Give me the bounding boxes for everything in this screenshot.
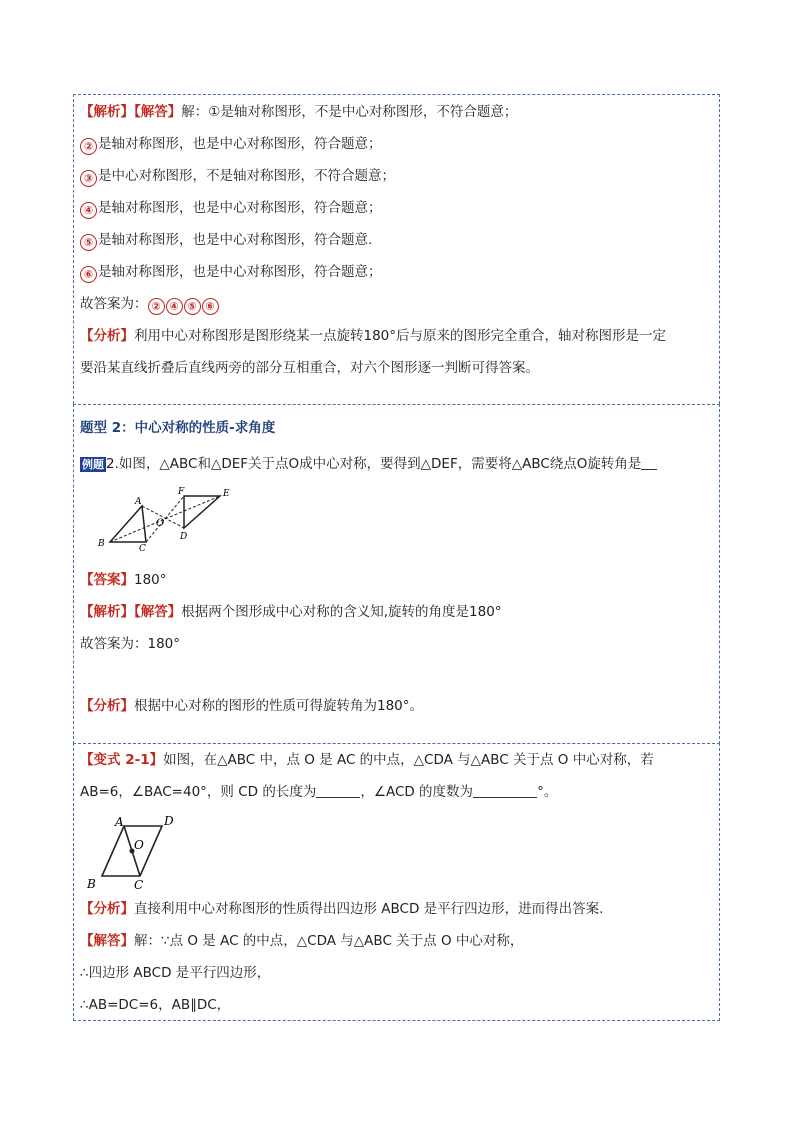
label-d: D <box>164 814 174 828</box>
answer-value: 180° <box>134 572 167 588</box>
analysis-label: 【分析】 <box>80 901 134 917</box>
section3-analysis <box>80 900 603 918</box>
section2-analysis <box>80 697 423 715</box>
variant-label: 【变式 2-1】 <box>80 752 164 768</box>
figure-two-triangles <box>92 484 238 554</box>
section1-item-6 <box>80 263 382 283</box>
solution-label: 【解析】【解答】 <box>80 104 182 120</box>
answer-label: 【答案】 <box>80 572 134 588</box>
analysis-text: 利用中心对称图形是图形绕某一点旋转180°后与原来的图形完全重合，轴对称图形是一定 <box>134 328 667 344</box>
answer-blank <box>641 457 657 470</box>
answer-prefix: 故答案为： <box>80 296 148 312</box>
triangle-abc <box>110 506 146 542</box>
label-o: O <box>156 518 165 529</box>
item-text: 是轴对称图形，也是中心对称图形，符合题意； <box>98 264 382 280</box>
section1-item-2 <box>80 135 382 155</box>
example-tag: 例题 <box>82 458 104 471</box>
label-o: O <box>134 838 144 852</box>
section1-item-4 <box>80 199 382 219</box>
solution-text: 根据两个图形成中心对称的含义知,旋转的角度是180° <box>181 604 502 620</box>
analysis-label: 【分析】 <box>80 328 134 344</box>
segment-be <box>110 496 220 542</box>
item-text: 是中心对称图形，不是轴对称图形，不符合题意； <box>98 168 395 184</box>
section1-item-3 <box>80 167 395 187</box>
label-c: C <box>139 544 146 554</box>
question-text: 2.如图，△ABC和△DEF关于点O成中心对称，要得到△DEF，需要将△ABC绕点O旋转角是 <box>106 456 642 472</box>
section2-conclusion: 故答案为：180° <box>80 636 181 652</box>
section2-title: 题型 2：中心对称的性质-求角度 <box>80 420 276 436</box>
label-f: F <box>178 487 185 497</box>
circled-number: ② <box>80 138 97 155</box>
section1-item-5 <box>80 231 372 251</box>
circled-number: ⑥ <box>80 266 97 283</box>
item-text: 是轴对称图形，也是中心对称图形，符合题意； <box>98 136 382 152</box>
answer-number: ⑤ <box>184 298 201 315</box>
circled-number: ⑤ <box>80 234 97 251</box>
section2-solution <box>80 603 502 621</box>
answer-number: ④ <box>166 298 183 315</box>
segment-cf <box>146 496 184 542</box>
label-a: A <box>135 497 142 507</box>
section3-solution <box>80 932 523 950</box>
section1-line1 <box>80 103 517 121</box>
answer-number: ② <box>148 298 165 315</box>
analysis-text: 要沿某直线折叠后直线两旁的部分互相重合，对六个图形逐一判断可得答案。 <box>80 360 539 376</box>
label-a: A <box>115 815 124 829</box>
item-text: 是轴对称图形，也是中心对称图形，符合题意； <box>98 200 382 216</box>
section2-answer <box>80 571 167 589</box>
item-text: 是轴对称图形，也是中心对称图形，符合题意. <box>98 232 373 248</box>
answer-blank-cd <box>316 785 360 798</box>
question-text: ，∠ACD 的度数为 <box>360 784 474 800</box>
label-d: D <box>180 532 188 542</box>
solution-text: 解：∵点 O 是 AC 的中点，△CDA 与△ABC 关于点 O 中心对称， <box>134 933 524 949</box>
section3-step2: ∴AB=DC=6，AB∥DC， <box>80 997 231 1013</box>
answer-blank-acd <box>473 785 537 798</box>
analysis-text: 直接利用中心对称图形的性质得出四边形 ABCD 是平行四边形，进而得出答案. <box>134 901 604 917</box>
label-c: C <box>134 878 144 892</box>
triangle-def <box>184 496 220 528</box>
analysis-text: 根据中心对称的图形的性质可得旋转角为180°。 <box>134 698 424 714</box>
question-text: AB=6，∠BAC=40°，则 CD 的长度为 <box>80 784 317 800</box>
section1-answer <box>80 295 220 315</box>
section1-analysis-line2 <box>80 359 539 377</box>
section3-question-line2 <box>80 783 557 801</box>
solution-label: 【解析】【解答】 <box>80 604 182 620</box>
section3-question-line1 <box>80 751 654 769</box>
solution-text: 解：①是轴对称图形，不是中心对称图形，不符合题意； <box>181 104 518 120</box>
answer-number: ⑥ <box>202 298 219 315</box>
question-text: °。 <box>537 784 558 800</box>
solution-label: 【解答】 <box>80 933 134 949</box>
question-text: 如图，在△ABC 中，点 O 是 AC 的中点，△CDA 与△ABC 关于点 O 中心对称，若 <box>163 752 654 768</box>
figure-parallelogram <box>84 814 184 892</box>
label-e: E <box>223 489 230 499</box>
section3-step1: ∴四边形 ABCD 是平行四边形， <box>80 965 271 981</box>
circled-number: ③ <box>80 170 97 187</box>
section1-analysis-line1 <box>80 327 666 345</box>
label-b: B <box>98 539 105 549</box>
label-b: B <box>87 877 96 891</box>
circled-number: ④ <box>80 202 97 219</box>
analysis-label: 【分析】 <box>80 698 134 714</box>
section2-question <box>80 455 657 474</box>
